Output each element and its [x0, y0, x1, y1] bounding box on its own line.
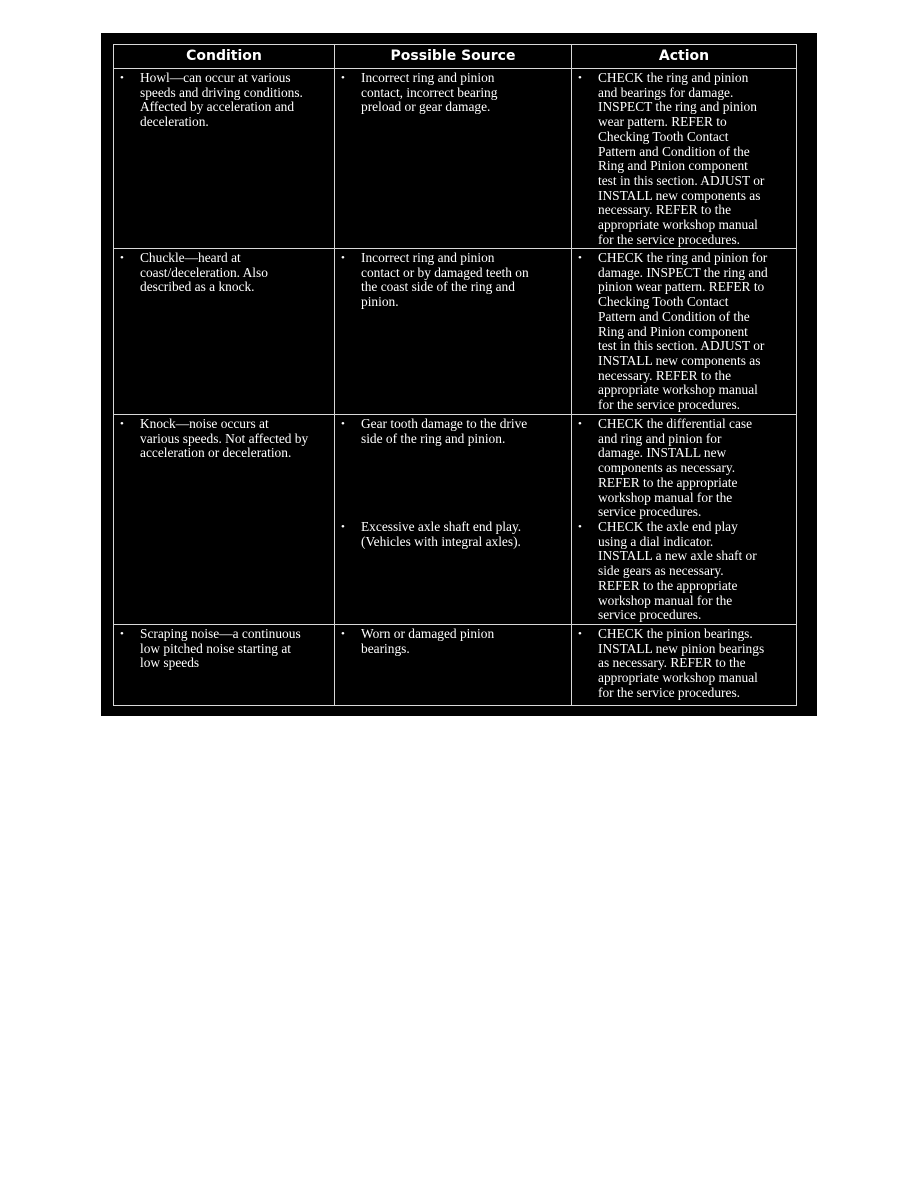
action-cell [572, 69, 796, 248]
bullet-icon: • [341, 628, 345, 640]
table-row [114, 69, 796, 249]
header-action: Action [658, 48, 710, 64]
source-text: Gear tooth damage to the drive side of the ring and pinion. [361, 416, 528, 446]
action-cell [572, 249, 796, 414]
action-text: CHECK the ring and pinion for damage. INSPECT the ring and pinion wear pattern. REFER to Checking Tooth Contact Pattern and Condition of the Ring and Pinion component test in this section. ADJUST or INSTALL new components as necessary. REFER to the appropriate workshop manual for the service procedures. [598, 250, 768, 413]
action-cell [572, 415, 796, 624]
diagnosis-chart-page [101, 33, 817, 716]
source-text: Incorrect ring and pinion contact, incorrect bearing preload or gear damage. [361, 70, 498, 115]
action-cell [572, 625, 796, 705]
bullet-icon: • [578, 628, 582, 640]
condition-text: Howl—can occur at various speeds and driving conditions. Affected by acceleration and deceleration. [140, 70, 303, 130]
source-cell [335, 625, 572, 705]
source-cell [335, 415, 572, 624]
source-text: Worn or damaged pinion bearings. [361, 626, 495, 656]
condition-cell [114, 625, 335, 705]
header-possible-source: Possible Source [335, 45, 572, 68]
bullet-icon: • [578, 252, 582, 264]
bullet-icon: • [578, 418, 582, 430]
bullet-icon: • [341, 521, 345, 533]
action-text: CHECK the pinion bearings. INSTALL new pinion bearings as necessary. REFER to the appropriate workshop manual for the service procedures. [598, 626, 765, 700]
bullet-icon: • [120, 628, 124, 640]
action-text: CHECK the axle end play using a dial indicator. INSTALL a new axle shaft or side gears as necessary. REFER to the appropriate workshop manual for the service procedures. [598, 519, 757, 623]
condition-text: Knock—noise occurs at various speeds. Not affected by acceleration or deceleration. [140, 416, 309, 461]
table-header-row [114, 45, 796, 69]
action-text: CHECK the differential case and ring and pinion for damage. INSTALL new components as necessary. REFER to the appropriate workshop manual for the service procedures. [598, 416, 753, 520]
bullet-icon: • [341, 72, 345, 84]
table-row [114, 625, 796, 705]
bullet-icon: • [578, 72, 582, 84]
bullet-icon: • [578, 521, 582, 533]
action-text: CHECK the ring and pinion and bearings for damage. INSPECT the ring and pinion wear pattern. REFER to Checking Tooth Contact Pattern and Condition of the Ring and Pinion component test in this section. ADJUST or INSTALL new components as necessary. REFER to the appropriate workshop manual for the service procedures. [598, 70, 765, 247]
bullet-icon: • [120, 72, 124, 84]
table-row [114, 249, 796, 415]
bullet-icon: • [120, 418, 124, 430]
condition-cell [114, 69, 335, 248]
condition-text: Scraping noise—a continuous low pitched noise starting at low speeds [140, 626, 301, 671]
table-row [114, 415, 796, 625]
condition-text: Chuckle—heard at coast/deceleration. Also described as a knock. [140, 250, 268, 295]
bullet-icon: • [341, 252, 345, 264]
condition-cell [114, 415, 335, 624]
diagnosis-table [113, 44, 797, 706]
source-cell [335, 249, 572, 414]
header-condition: Condition [114, 45, 335, 68]
source-cell [335, 69, 572, 248]
bullet-icon: • [120, 252, 124, 264]
source-text: Incorrect ring and pinion contact or by damaged teeth on the coast side of the ring and pinion. [361, 250, 529, 310]
bullet-icon: • [341, 418, 345, 430]
condition-cell [114, 249, 335, 414]
source-text: Excessive axle shaft end play. (Vehicles with integral axles). [361, 519, 522, 549]
